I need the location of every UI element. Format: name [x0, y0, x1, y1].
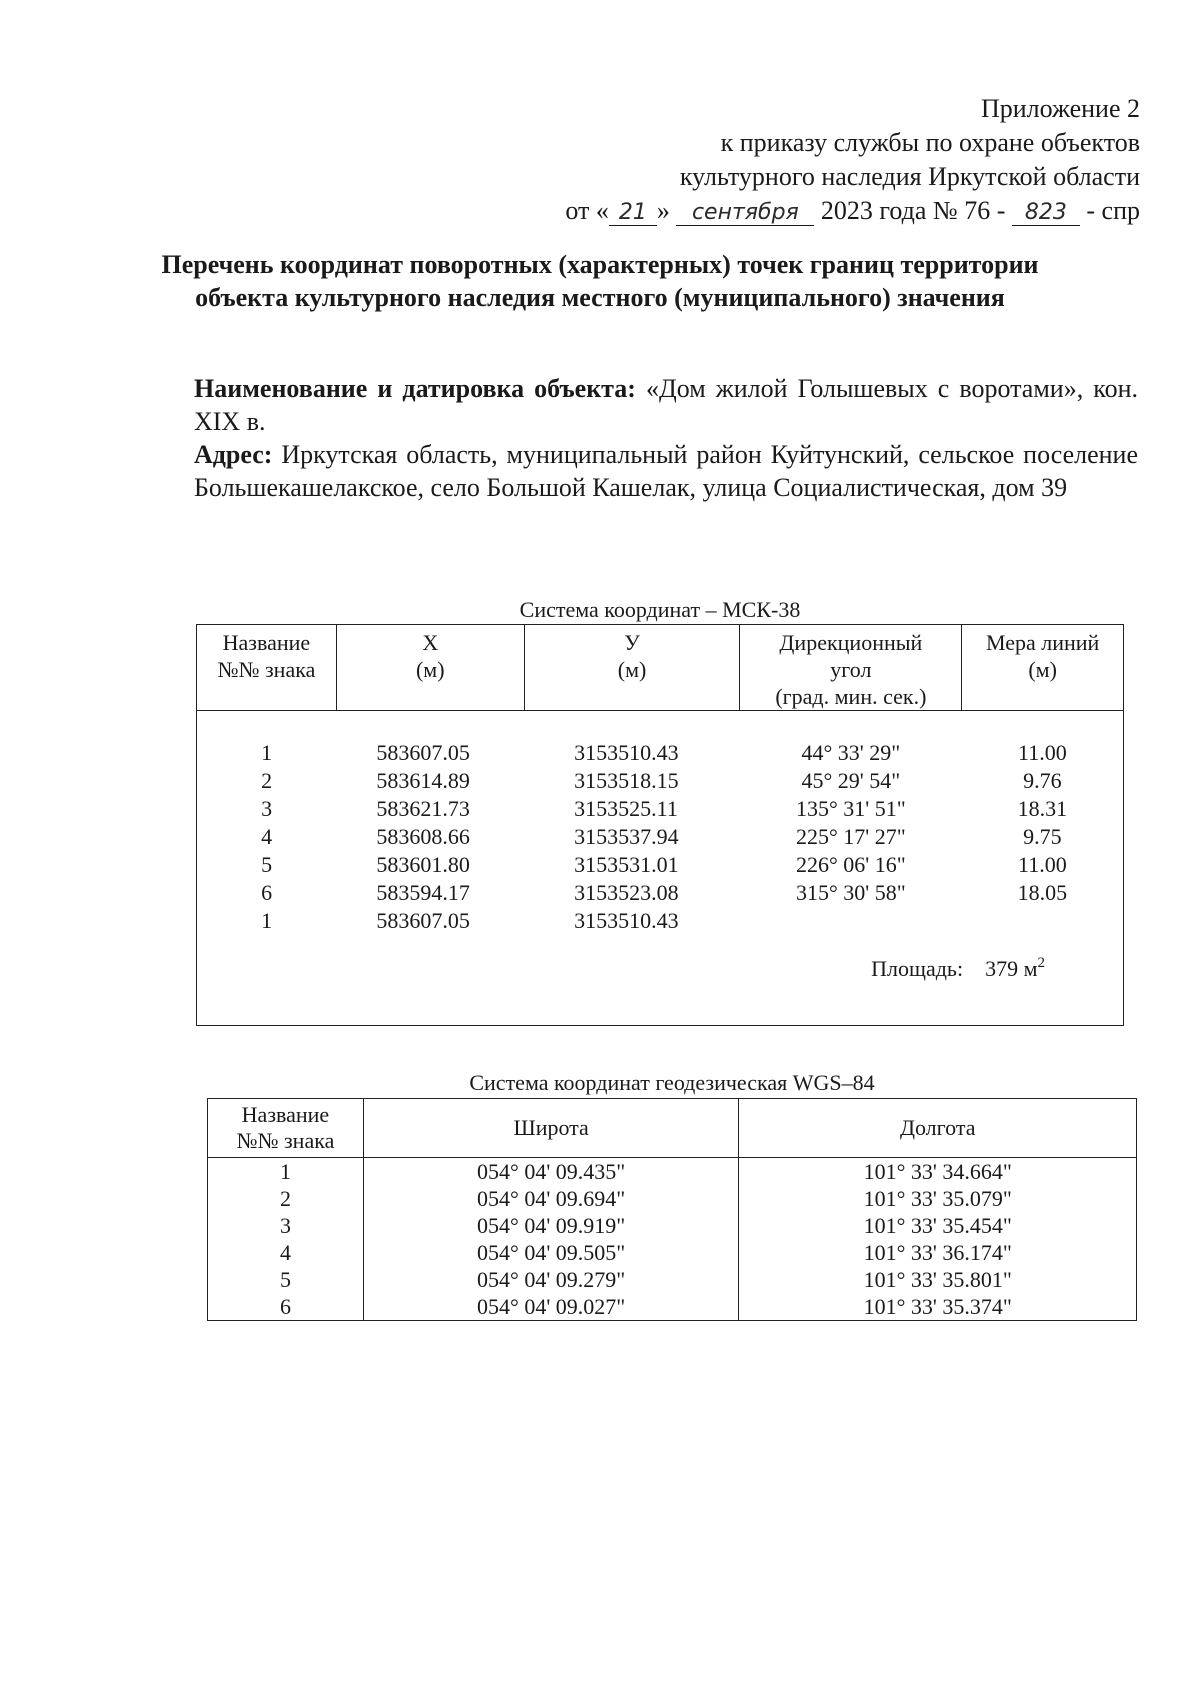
cell-num: 3	[208, 1212, 364, 1239]
table-row	[208, 1266, 1137, 1293]
msk-header-row	[197, 625, 1124, 711]
cell-length	[962, 907, 1124, 935]
wgs-header-lat: Широта	[363, 1099, 739, 1158]
cell-num: 1	[208, 1158, 364, 1186]
header-text: №№ знака	[217, 657, 316, 682]
wgs-header-num	[208, 1099, 364, 1158]
cell-lon: 101° 33' 35.079"	[739, 1185, 1137, 1212]
cell-y: 3153525.11	[574, 796, 678, 821]
msk-header-y	[524, 625, 740, 711]
cell-num: 4	[208, 1239, 364, 1266]
table-row	[197, 739, 1124, 767]
cell-x: 583614.89	[376, 768, 470, 793]
object-name-value: «Дом жилой Голышевых с воротами», кон. XIX в.	[194, 374, 1138, 436]
cell-num: 5	[208, 1266, 364, 1293]
cell-length: 9.76	[1023, 768, 1062, 793]
table-row	[208, 1212, 1137, 1239]
header-text: (м)	[1028, 657, 1057, 682]
table-row	[197, 879, 1124, 907]
address-value: Иркутская область, муниципальный район Куйтунский, сельское поселение Большекашелакское, село Большой Кашелак, улица Социалистическая, дом 39	[194, 440, 1139, 502]
cell-x: 583601.80	[376, 852, 470, 877]
date-prefix: от «	[565, 196, 609, 225]
area-cell	[197, 935, 1124, 997]
cell-angle: 226° 06' 16"	[795, 852, 906, 877]
header-text: Х	[422, 630, 439, 655]
order-reference-line: к приказу службы по охране объектов	[720, 128, 1140, 157]
object-name-paragraph	[194, 372, 1138, 438]
cell-y: 3153531.01	[574, 852, 679, 877]
cell-lat: 054° 04' 09.435"	[363, 1158, 739, 1186]
table-row	[197, 851, 1124, 879]
cell-angle: 315° 30' 58"	[795, 880, 906, 905]
msk-spacer-row	[197, 711, 1124, 740]
appendix-header	[565, 92, 1140, 228]
order-suffix: - спр	[1086, 196, 1140, 225]
cell-x: 583594.17	[376, 880, 470, 905]
cell-angle	[740, 907, 962, 935]
msk-header-length	[962, 625, 1124, 711]
cell-length: 11.00	[1018, 740, 1067, 765]
handwritten-order-number: 823	[1012, 201, 1080, 226]
cell-lat: 054° 04' 09.919"	[363, 1212, 739, 1239]
cell-angle: 225° 17' 27"	[795, 824, 906, 849]
cell-y: 3153537.94	[574, 824, 679, 849]
appendix-title: Приложение 2	[980, 94, 1140, 123]
address-label: Адрес:	[194, 440, 273, 469]
cell-lat: 054° 04' 09.279"	[363, 1266, 739, 1293]
table-row	[208, 1293, 1137, 1321]
wgs-header-row	[208, 1099, 1137, 1158]
cell-y: 3153510.43	[574, 740, 679, 765]
area-value: 379 м	[985, 956, 1038, 981]
area-label: Площадь:	[871, 956, 964, 981]
cell-lon: 101° 33' 36.174"	[739, 1239, 1137, 1266]
cell-num: 5	[261, 852, 273, 877]
cell-lon: 101° 33' 35.374"	[739, 1293, 1137, 1321]
header-text: (град. мин. сек.)	[775, 684, 927, 709]
msk-header-num	[197, 625, 337, 711]
authority-line: культурного наследия Иркутской области	[679, 162, 1140, 191]
area-unit-superscript: 2	[1037, 955, 1045, 971]
table-row	[197, 907, 1124, 935]
cell-num: 6	[208, 1293, 364, 1321]
object-info	[194, 372, 1138, 504]
table-row	[208, 1239, 1137, 1266]
header-text: (м)	[617, 657, 647, 682]
cell-x: 583607.05	[376, 908, 470, 933]
header-text: Дирекционный	[779, 630, 923, 655]
cell-x: 583608.66	[376, 824, 470, 849]
table-row	[208, 1185, 1137, 1212]
cell-lat: 054° 04' 09.694"	[363, 1185, 739, 1212]
cell-y: 3153518.15	[574, 768, 679, 793]
order-date-line	[565, 194, 1140, 228]
table-row	[197, 823, 1124, 851]
object-name-label: Наименование и датировка объекта:	[194, 374, 636, 403]
cell-num: 1	[261, 908, 273, 933]
cell-num: 2	[261, 768, 273, 793]
msk-header-angle	[740, 625, 962, 711]
table-row	[208, 1158, 1137, 1186]
address-paragraph	[194, 438, 1138, 504]
header-text: Название	[241, 1102, 330, 1127]
header-text: угол	[830, 657, 872, 682]
msk-header-x	[336, 625, 524, 711]
cell-lon: 101° 33' 34.664"	[739, 1158, 1137, 1186]
cell-x: 583621.73	[376, 796, 470, 821]
cell-lon: 101° 33' 35.454"	[739, 1212, 1137, 1239]
cell-length: 11.00	[1018, 852, 1067, 877]
cell-num: 4	[261, 824, 273, 849]
cell-num: 6	[261, 880, 273, 905]
cell-num: 3	[261, 796, 273, 821]
cell-length: 18.31	[1017, 796, 1068, 821]
msk-coordinates-table	[196, 624, 1124, 1026]
document-title: Перечень координат поворотных (характерных) точек границ территории объекта культурного наследия местного (муниципального) значения	[161, 250, 1039, 312]
handwritten-month: сентября	[676, 201, 814, 226]
handwritten-day: 21	[609, 201, 657, 226]
cell-lat: 054° 04' 09.505"	[363, 1239, 739, 1266]
cell-num: 2	[208, 1185, 364, 1212]
cell-angle: 135° 31' 51"	[795, 796, 906, 821]
msk-bottom-spacer	[197, 997, 1124, 1026]
cell-num: 1	[261, 740, 273, 765]
header-text: Название	[222, 630, 311, 655]
table-row	[197, 795, 1124, 823]
table-row	[197, 767, 1124, 795]
cell-lon: 101° 33' 35.801"	[739, 1266, 1137, 1293]
header-text: Мера линий	[985, 630, 1100, 655]
header-text: У	[624, 630, 640, 655]
cell-angle: 45° 29' 54"	[801, 768, 901, 793]
header-text: №№ знака	[236, 1128, 335, 1153]
year-and-order-text: 2023 года № 76 -	[820, 196, 1006, 225]
cell-length: 9.75	[1023, 824, 1062, 849]
cell-angle: 44° 33' 29"	[801, 740, 901, 765]
wgs-header-lon: Долгота	[739, 1099, 1137, 1158]
wgs-coordinates-table	[207, 1098, 1137, 1321]
cell-y: 3153523.08	[574, 880, 679, 905]
date-suffix: »	[656, 196, 670, 225]
cell-x: 583607.05	[376, 740, 470, 765]
area-row	[197, 935, 1124, 997]
cell-length: 18.05	[1017, 880, 1068, 905]
cell-y: 3153510.43	[574, 908, 679, 933]
cell-lat: 054° 04' 09.027"	[363, 1293, 739, 1321]
header-text: (м)	[415, 657, 445, 682]
wgs-table-caption: Система координат геодезическая WGS–84	[469, 1070, 875, 1095]
msk-table-caption: Система координат – МСК-38	[519, 597, 801, 622]
